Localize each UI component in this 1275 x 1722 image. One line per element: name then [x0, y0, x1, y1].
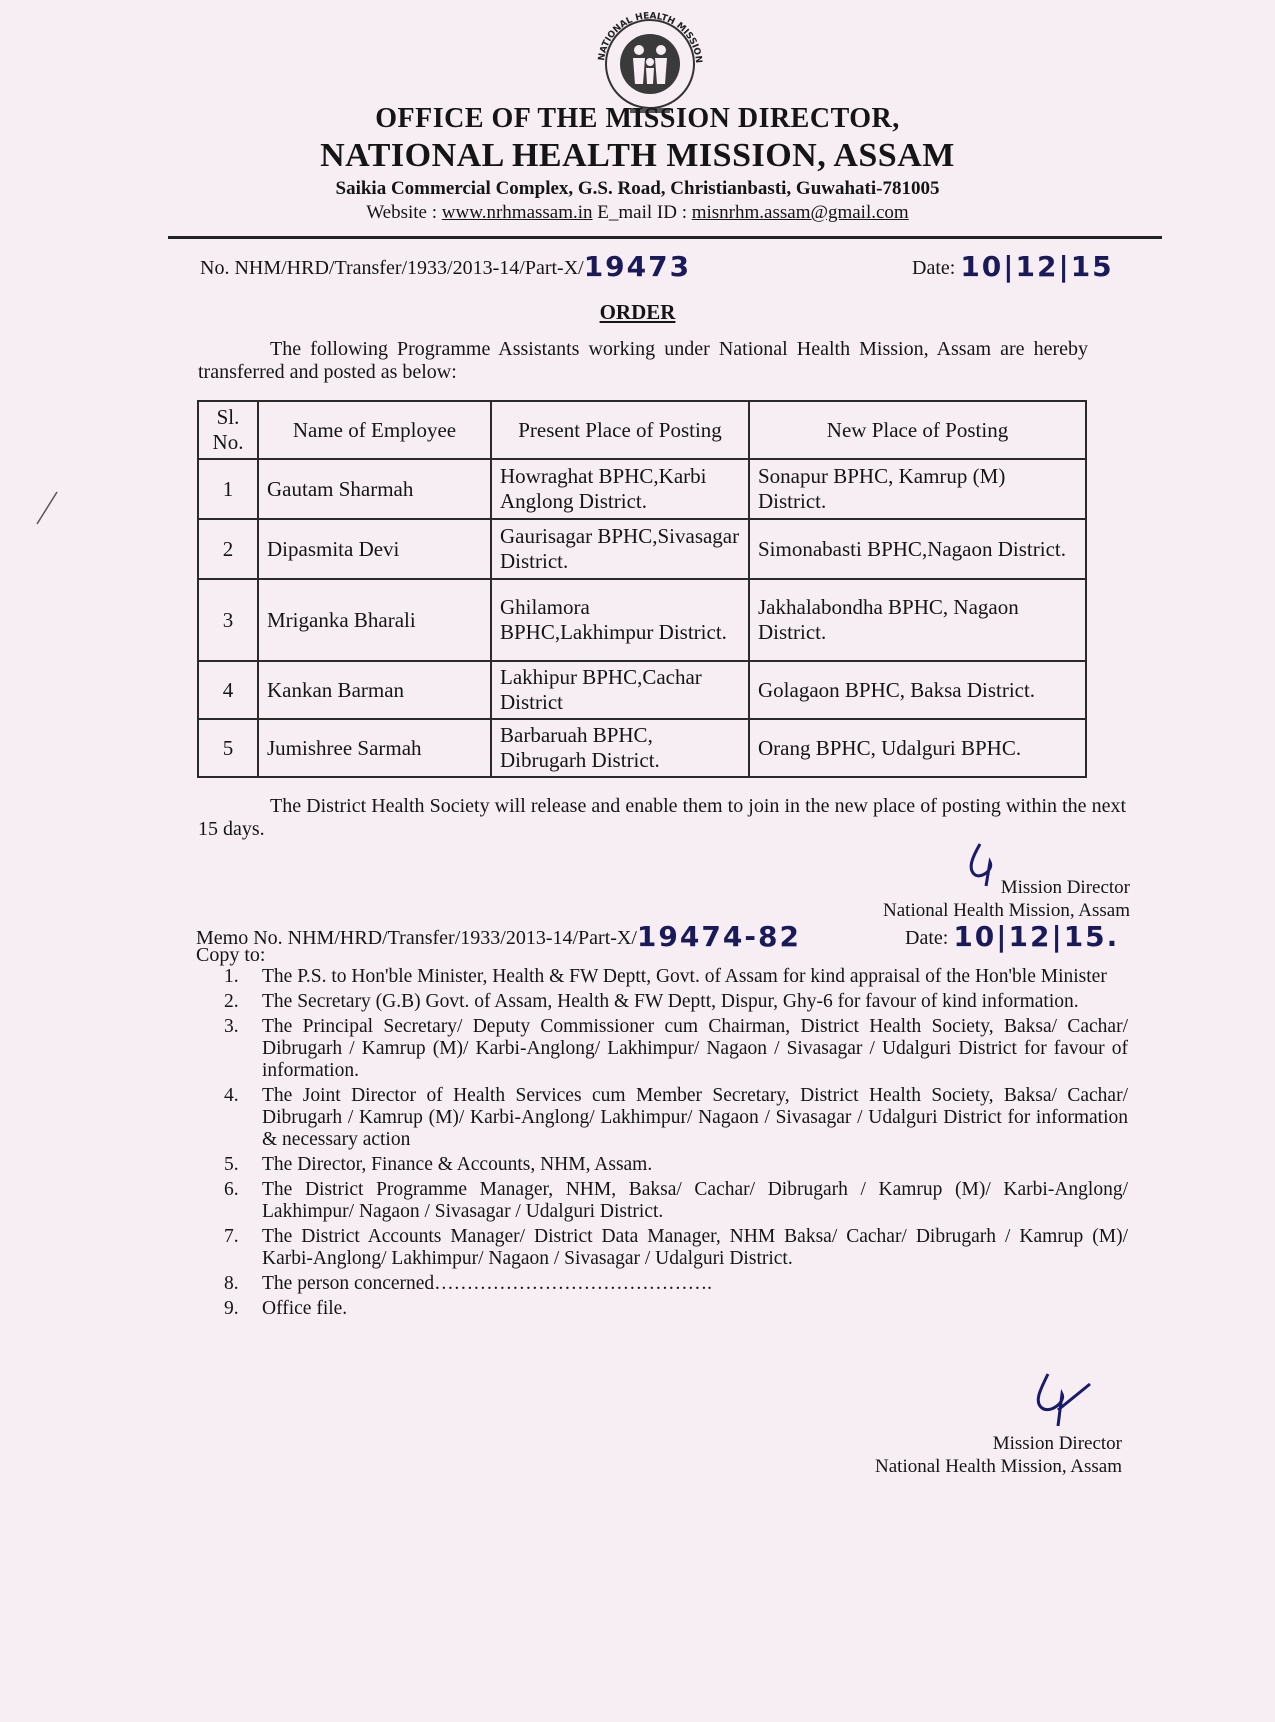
list-item: [196, 1226, 1128, 1270]
signatory-org: National Health Mission, Assam: [883, 900, 1130, 921]
pen-mark: [35, 490, 59, 531]
cell-new: Sonapur BPHC, Kamrup (M) District.: [749, 459, 1086, 519]
cell-name: Mriganka Bharali: [258, 579, 491, 661]
memo-date-label: Date:: [905, 927, 954, 949]
email-link[interactable]: misnrhm.assam@gmail.com: [691, 202, 909, 223]
list-item-text: The Principal Secretary/ Deputy Commissioner cum Chairman, District Health Society, Baksa/ Cachar/ Dibrugarh / Kamrup (M)/ Karbi-Anglong/ Lakhimpur/ Nagaon / Sivasagar / Udalguri District for favour of information.: [262, 1016, 1128, 1081]
table-row: [198, 459, 1086, 519]
table-row: [198, 661, 1086, 719]
cell-name: Dipasmita Devi: [258, 519, 491, 579]
order-date-label: Date:: [912, 257, 961, 279]
email-label: E_mail ID :: [592, 202, 692, 223]
cell-sl: 5: [198, 719, 258, 777]
memo-date: [905, 920, 1119, 953]
list-item-text: The District Programme Manager, NHM, Baksa/ Cachar/ Dibrugarh / Kamrup (M)/ Karbi-Anglong/ Lakhimpur/ Nagaon / Sivasagar / Udalguri District.: [262, 1179, 1128, 1222]
list-item: [196, 1179, 1128, 1223]
cell-name: Kankan Barman: [258, 661, 491, 719]
list-item-number: 8.: [224, 1273, 239, 1294]
memo-ref-number: 19474-82: [636, 920, 801, 953]
cell-new: Simonabasti BPHC,Nagaon District.: [749, 519, 1086, 579]
signatory-org: National Health Mission, Assam: [875, 1456, 1122, 1477]
table-row: [198, 719, 1086, 777]
cell-sl: 1: [198, 459, 258, 519]
logo-text: NATIONAL HEALTH MISSION: [597, 12, 704, 64]
cell-sl: 3: [198, 579, 258, 661]
contact-line: [0, 202, 1275, 224]
header-sl: Sl. No.: [198, 401, 258, 459]
table-row: [198, 519, 1086, 579]
cell-present: Gaurisagar BPHC,Sivasagar District.: [491, 519, 749, 579]
order-reference: [200, 250, 691, 283]
cell-name: Jumishree Sarmah: [258, 719, 491, 777]
list-item-text: The P.S. to Hon'ble Minister, Health & FW Deptt, Govt. of Assam for kind appraisal of the Hon'ble Minister: [262, 966, 1107, 987]
list-item: [196, 1154, 1128, 1176]
list-item-number: 6.: [224, 1179, 239, 1200]
header-name: Name of Employee: [258, 401, 491, 459]
list-item-text: The person concerned…………………………………….: [262, 1273, 713, 1294]
list-item: [196, 1085, 1128, 1151]
list-item-number: 2.: [224, 991, 239, 1012]
order-ref-number: 19473: [583, 250, 692, 283]
cell-sl: 4: [198, 661, 258, 719]
cell-present: Ghilamora BPHC,Lakhimpur District.: [491, 579, 749, 661]
list-item-number: 1.: [224, 966, 239, 987]
copy-list: [196, 966, 1128, 1323]
memo-signatory: [860, 1432, 1122, 1478]
order-closing: The District Health Society will release and enable them to join in the new place of posting within the next 15 days.: [198, 795, 1126, 840]
website-link[interactable]: www.nrhmassam.in: [441, 202, 593, 223]
header-rule: [168, 236, 1162, 239]
signatory-title: Mission Director: [992, 1433, 1122, 1454]
cell-present: Barbaruah BPHC, Dibrugarh District.: [491, 719, 749, 777]
header-present: Present Place of Posting: [491, 401, 749, 459]
list-item: [196, 1273, 1128, 1295]
table-header-row: [198, 401, 1086, 459]
nhm-logo: [585, 12, 715, 116]
list-item: [196, 1016, 1128, 1082]
office-heading: OFFICE OF THE MISSION DIRECTOR,: [375, 103, 900, 134]
list-item: [196, 991, 1128, 1013]
list-item-text: The Director, Finance & Accounts, NHM, Assam.: [262, 1154, 653, 1175]
list-item: [196, 966, 1128, 988]
order-title: ORDER: [599, 300, 676, 324]
list-item-number: 5.: [224, 1154, 239, 1175]
list-item: [196, 1298, 1128, 1320]
cell-new: Golagaon BPHC, Baksa District.: [749, 661, 1086, 719]
cell-present: Howraghat BPHC,Karbi Anglong District.: [491, 459, 749, 519]
list-item-number: 9.: [224, 1298, 239, 1319]
cell-present: Lakhipur BPHC,Cachar District: [491, 661, 749, 719]
organization-heading: NATIONAL HEALTH MISSION, ASSAM: [320, 137, 955, 174]
list-item-number: 3.: [224, 1016, 239, 1037]
order-ref-prefix: No. NHM/HRD/Transfer/1933/2013-14/Part-X/: [200, 257, 584, 279]
address: Saikia Commercial Complex, G.S. Road, Christianbasti, Guwahati-781005: [335, 178, 940, 199]
list-item-text: The Joint Director of Health Services cum Member Secretary, District Health Society, Baksa/ Cachar/ Dibrugarh / Kamrup (M)/ Karbi-Anglong/ Lakhimpur/ Nagaon / Sivasagar / Udalguri District for information & necessary action: [262, 1085, 1128, 1150]
memo-reference: [196, 920, 801, 953]
list-item-number: 4.: [224, 1085, 239, 1106]
order-intro: The following Programme Assistants working under National Health Mission, Assam are hereby transferred and posted as below:: [198, 338, 1088, 383]
order-date-value: 10|12|15: [960, 250, 1114, 283]
memo-date-value: 10|12|15.: [953, 920, 1120, 953]
order-date: [912, 250, 1114, 283]
table-row: [198, 579, 1086, 661]
posting-table: [197, 400, 1087, 778]
memo-ref-prefix: Memo No. NHM/HRD/Transfer/1933/2013-14/Part-X/: [196, 927, 637, 949]
cell-new: Jakhalabondha BPHC, Nagaon District.: [749, 579, 1086, 661]
copy-to-label: Copy to:: [196, 944, 266, 966]
cell-name: Gautam Sharmah: [258, 459, 491, 519]
cell-new: Orang BPHC, Udalguri BPHC.: [749, 719, 1086, 777]
website-label: Website :: [366, 202, 442, 223]
list-item-text: The Secretary (G.B) Govt. of Assam, Health & FW Deptt, Dispur, Ghy-6 for favour of kind information.: [262, 991, 1079, 1012]
list-item-text: Office file.: [262, 1298, 348, 1319]
list-item-text: The District Accounts Manager/ District Data Manager, NHM Baksa/ Cachar/ Dibrugarh / Kamrup (M)/ Karbi-Anglong/ Lakhimpur/ Nagaon / Sivasagar / Udalguri District.: [262, 1226, 1128, 1269]
list-item-number: 7.: [224, 1226, 239, 1247]
order-signatory: [860, 876, 1130, 922]
header-new: New Place of Posting: [749, 401, 1086, 459]
cell-sl: 2: [198, 519, 258, 579]
signatory-title: Mission Director: [1000, 877, 1130, 898]
signature-mark: [1020, 1370, 1100, 1435]
